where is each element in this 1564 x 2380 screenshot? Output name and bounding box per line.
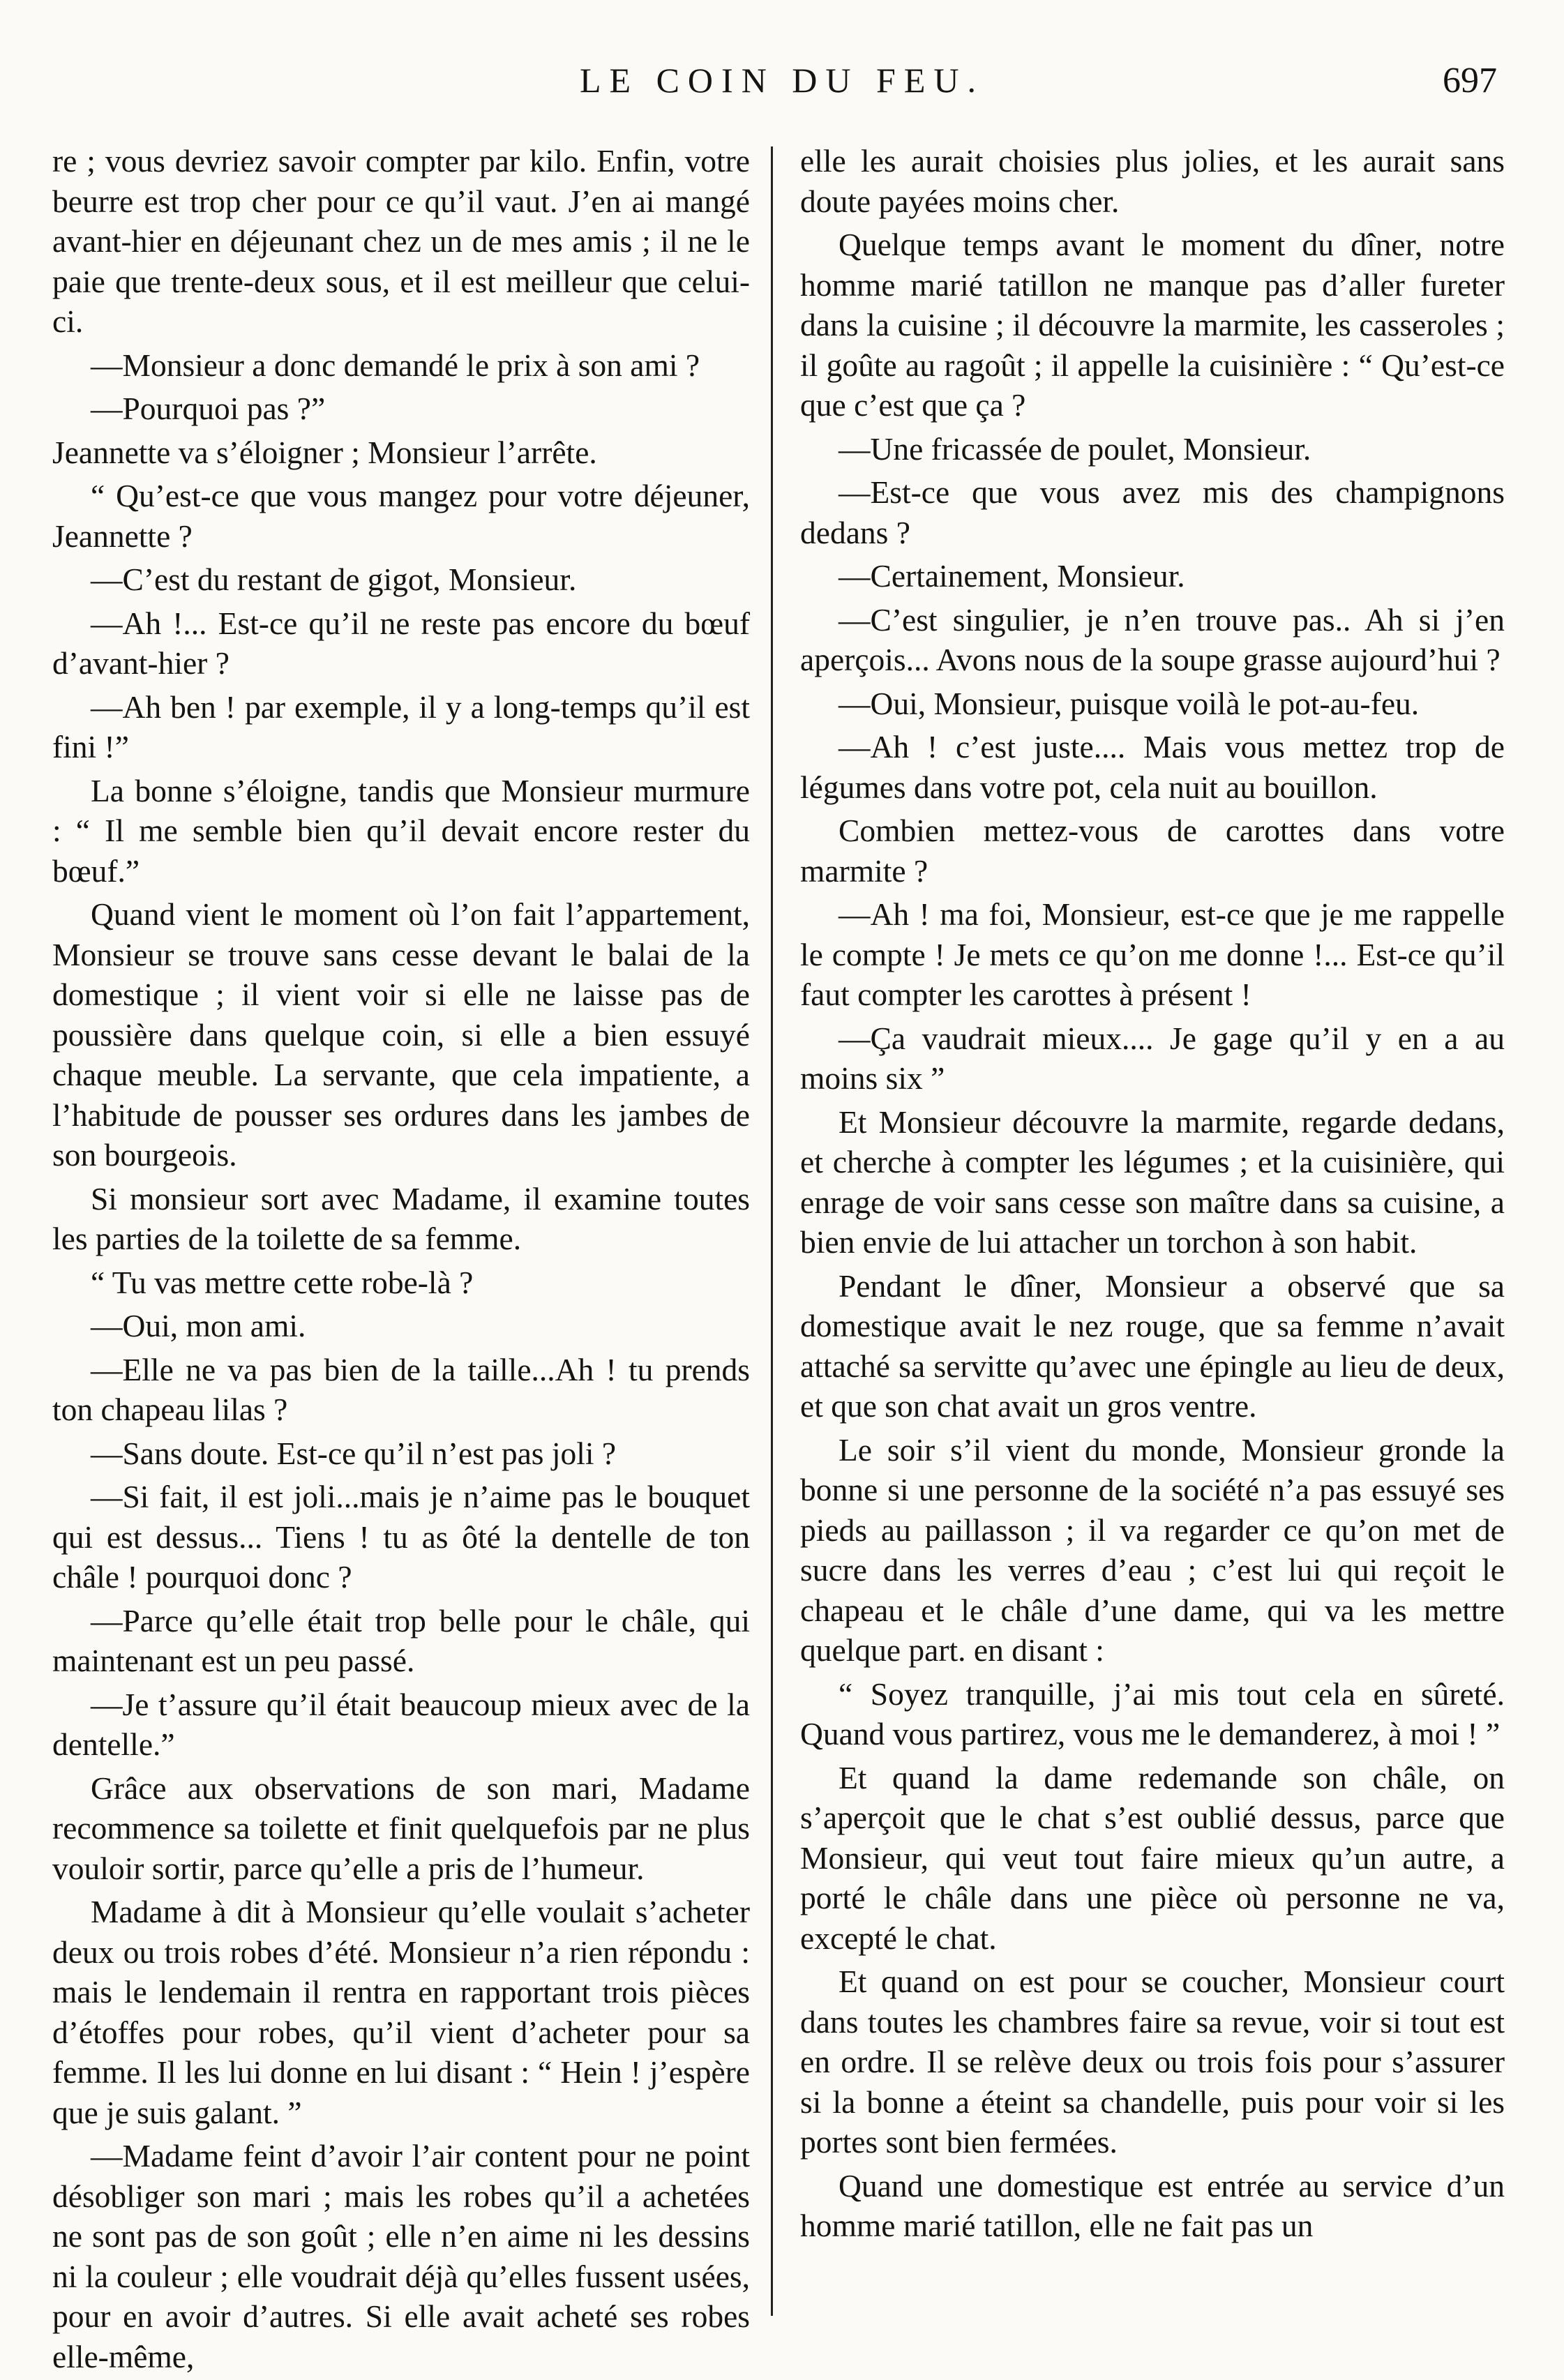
- paragraph: —Oui, Monsieur, puisque voilà le pot-au-feu.: [839, 685, 1420, 721]
- paragraph: —Ça vaudrait mieux.... Je gage qu’il y en a au moins six ”: [800, 1020, 1505, 1096]
- paragraph: —Une fricassée de poulet, Monsieur.: [839, 430, 1311, 467]
- paragraph: —Ah ! ma foi, Monsieur, est-ce que je me rappelle le compte ! Je mets ce qu’on me donne !... Est-ce qu’il faut compter les carottes à présent !: [800, 896, 1505, 1012]
- paragraph: Et quand la dame redemande son châle, on s’aperçoit que le chat s’est oublié dessus, parce que Monsieur, qui veut tout faire mieux qu’un autre, a porté le châle dans une pièce où personne ne va, excepté le chat.: [800, 1759, 1505, 1956]
- paragraph: Pendant le dîner, Monsieur a observé que sa domestique avait le nez rouge, que sa femme n’avait attaché sa servitte qu’avec une épingle au lieu de deux, et que son chat avait un gros ventre.: [800, 1267, 1505, 1424]
- paragraph: Madame à dit à Monsieur qu’elle voulait s’acheter deux ou trois robes d’été. Monsieur n’a rien répondu : mais le lendemain il rentra en rapportant trois pièces d’étoffes pour robes, qu’il vient d’acheter pour sa femme. Il les lui donne en lui disant : “ Hein ! j’espère que je suis galant. ”: [52, 1894, 750, 2130]
- paragraph: Le soir s’il vient du monde, Monsieur gronde la bonne si une personne de la société n’a pas essuyé ses pieds au paillasson ; il va regarder ce qu’on met de sucre dans les verres d’eau ; c’est lui qui reçoit le chapeau et le châle d’une dame, qui va les mettre quelque part. en disant :: [800, 1431, 1505, 1668]
- paragraph: Et Monsieur découvre la marmite, regarde dedans, et cherche à compter les légumes ; et la cuisinière, qui enrage de voir sans cesse son maître dans sa cuisine, a bien envie de lui attacher un torchon à son habit.: [800, 1104, 1505, 1260]
- paragraph: re ; vous devriez savoir compter par kilo. Enfin, votre beurre est trop cher pour ce qu’il vaut. J’en ai mangé avant-hier en déjeunant chez un de mes amis ; il ne le paie que trente-deux sous, et il est meilleur que celui-ci.: [52, 143, 750, 339]
- page-number: 697: [1443, 61, 1497, 100]
- right-column: [800, 141, 1505, 2250]
- paragraph: —Sans doute. Est-ce qu’il n’est pas joli ?: [91, 1435, 617, 1471]
- paragraph: —Oui, mon ami.: [91, 1308, 306, 1343]
- paragraph: “ Qu’est-ce que vous mangez pour votre déjeuner, Jeannette ?: [52, 478, 750, 554]
- paragraph: —Monsieur a donc demandé le prix à son ami ?: [91, 347, 700, 383]
- paragraph: “ Tu vas mettre cette robe-là ?: [91, 1264, 474, 1300]
- paragraph: Quelque temps avant le moment du dîner, notre homme marié tatillon ne manque pas d’aller fureter dans la cuisine ; il découvre la marmite, les casseroles ; il goûte au ragoût ; il appelle la cuisinière : “ Qu’est-ce que c’est que ça ?: [800, 227, 1505, 423]
- paragraph: —C’est du restant de gigot, Monsieur.: [91, 562, 577, 597]
- paragraph: La bonne s’éloigne, tandis que Monsieur murmure : “ Il me semble bien qu’il devait encore rester du bœuf.”: [52, 772, 750, 889]
- paragraph: Jeannette va s’éloigner ; Monsieur l’arrête.: [52, 434, 597, 470]
- left-column: [52, 141, 750, 2380]
- paragraph: Quand vient le moment où l’on fait l’appartement, Monsieur se trouve sans cesse devant le balai de la domestique ; il vient voir si elle ne laisse pas de poussière dans quelque coin, si elle a bien essuyé chaque meuble. La servante, que cela impatiente, a l’habitude de pousser ses ordures dans les jambes de son bourgeois.: [52, 896, 750, 1173]
- paragraph: —Elle ne va pas bien de la taille...Ah ! tu prends ton chapeau lilas ?: [52, 1351, 750, 1427]
- paragraph: —Madame feint d’avoir l’air content pour ne point désobliger son mari ; mais les robes qu’il a achetées ne sont pas de son goût ; elle n’en aime ni les dessins ni la couleur ; elle voudrait déjà qu’elles fussent usées, pour en avoir d’autres. Si elle avait acheté ses robes elle-même,: [52, 2138, 750, 2374]
- paragraph: Et quand on est pour se coucher, Monsieur court dans toutes les chambres faire sa revue, voir si tout est en ordre. Il se relève deux ou trois fois pour s’assurer si la bonne a éteint sa chandelle, puis pour voir si les portes sont bien fermées.: [800, 1964, 1505, 2160]
- paragraph: —C’est singulier, je n’en trouve pas.. Ah si j’en aperçois... Avons nous de la soupe grasse aujourd’hui ?: [800, 601, 1505, 677]
- paragraph: —Ah !... Est-ce qu’il ne reste pas encore du bœuf d’avant-hier ?: [52, 605, 750, 681]
- paragraph: Combien mettez-vous de carottes dans votre marmite ?: [800, 813, 1505, 889]
- paragraph: “ Soyez tranquille, j’ai mis tout cela en sûreté. Quand vous partirez, vous me le demanderez, à moi ! ”: [800, 1675, 1505, 1752]
- paragraph: —Est-ce que vous avez mis des champignons dedans ?: [800, 474, 1505, 550]
- paragraph: —Ah ! c’est juste.... Mais vous mettez trop de légumes dans votre pot, cela nuit au bouillon.: [800, 729, 1505, 805]
- paragraph: —Parce qu’elle était trop belle pour le châle, qui maintenant est un peu passé.: [52, 1602, 750, 1678]
- paragraph: —Ah ben ! par exemple, il y a long-temps qu’il est fini !”: [52, 688, 750, 765]
- page-header-title: LE COIN DU FEU.: [580, 61, 984, 100]
- column-divider: [771, 146, 773, 2316]
- paragraph: Grâce aux observations de son mari, Madame recommence sa toilette et finit quelquefois par ne plus vouloir sortir, parce qu’elle a pris de l’humeur.: [52, 1770, 750, 1886]
- paragraph: Si monsieur sort avec Madame, il examine toutes les parties de la toilette de sa femme.: [52, 1180, 750, 1256]
- paragraph: Quand une domestique est entrée au service d’un homme marié tatillon, elle ne fait pas un: [800, 2167, 1505, 2243]
- paragraph: elle les aurait choisies plus jolies, et les aurait sans doute payées moins cher.: [800, 143, 1505, 219]
- paragraph: —Je t’assure qu’il était beaucoup mieux avec de la dentelle.”: [52, 1686, 750, 1762]
- paragraph: —Pourquoi pas ?”: [91, 391, 326, 426]
- paragraph: —Si fait, il est joli...mais je n’aime pas le bouquet qui est dessus... Tiens ! tu as ôté la dentelle de ton châle ! pourquoi donc ?: [52, 1479, 750, 1595]
- paragraph: —Certainement, Monsieur.: [839, 558, 1185, 594]
- running-head: [0, 60, 1564, 116]
